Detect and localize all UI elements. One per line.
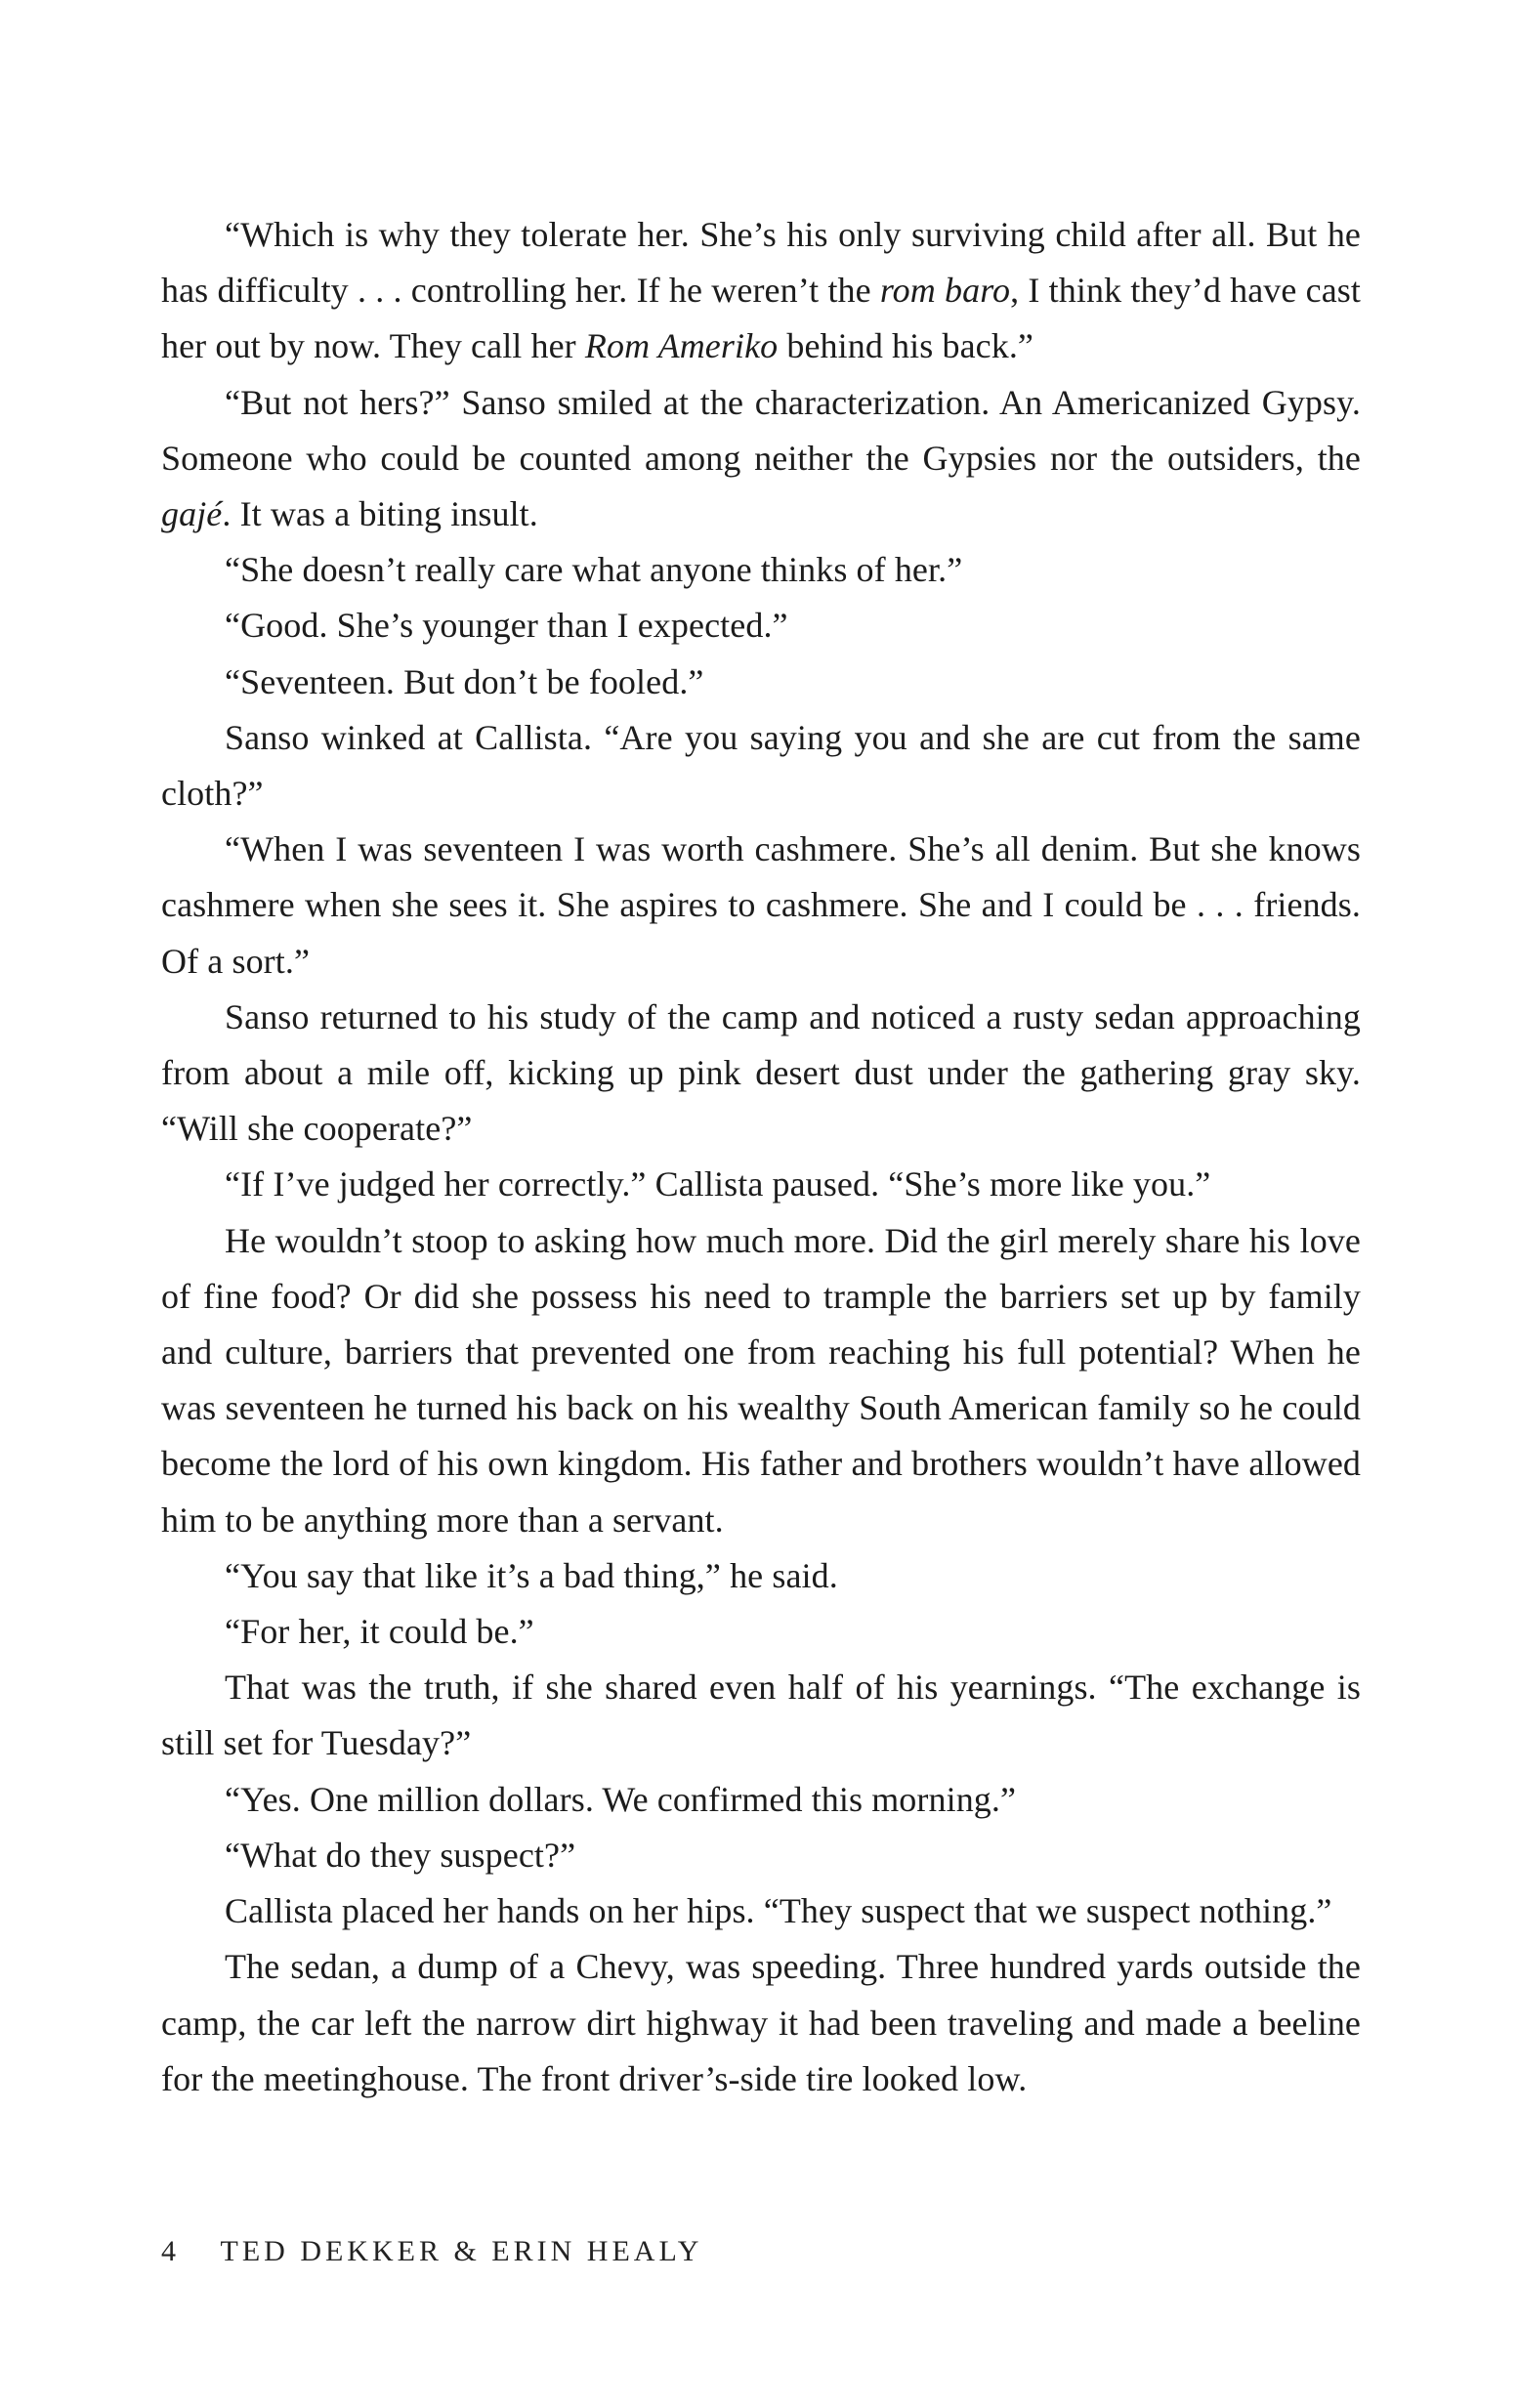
page-number: 4 (161, 2235, 180, 2267)
paragraph (161, 1660, 1361, 1771)
text-run: “You say that like it’s a bad thing,” he said. (225, 1555, 838, 1595)
text-run: “What do they suspect?” (225, 1835, 576, 1875)
text-run: behind his back.” (778, 326, 1034, 366)
text-run: That was the truth, if she shared even half of his yearnings. “The exchange is still set for Tuesday?” (161, 1668, 1361, 1763)
paragraph (161, 1157, 1361, 1212)
paragraph (161, 822, 1361, 990)
text-run: “Good. She’s younger than I expected.” (225, 606, 788, 646)
paragraph (161, 1604, 1361, 1660)
paragraph (161, 542, 1361, 598)
paragraph (161, 375, 1361, 543)
paragraph (161, 710, 1361, 822)
text-run: , I think they’d have cast her out by now. They call her (161, 271, 1361, 366)
text-run: Sanso winked at Callista. “Are you saying you and she are cut from the same cloth?” (161, 717, 1361, 814)
text-run: “She doesn’t really care what anyone thinks of her.” (225, 550, 963, 590)
italic-phrase: rom baro (879, 271, 1011, 311)
paragraph (161, 990, 1361, 1158)
paragraph (161, 1772, 1361, 1828)
text-run: The sedan, a dump of a Chevy, was speeding. Three hundred yards outside the camp, the car left the narrow dirt highway it had been traveling and made a beeline for the meetinghouse. The front driver’s-side tire looked low. (161, 1947, 1361, 2098)
page-footer (161, 2235, 702, 2268)
paragraph (161, 1548, 1361, 1604)
italic-phrase: gajé (161, 494, 223, 534)
paragraph (161, 598, 1361, 654)
paragraph (161, 655, 1361, 710)
running-head: TED DEKKER & ERIN HEALY (220, 2235, 703, 2267)
body-text (161, 207, 1361, 2107)
text-run: Callista placed her hands on her hips. “They suspect that we suspect nothing.” (225, 1891, 1332, 1931)
text-run: He wouldn’t stoop to asking how much more. Did the girl merely share his love of fine food? Or did she possess his need to trample the barriers set up by family and culture, barriers that prevented one from reaching his full potential? When he was seventeen he turned his back on his wealthy South American family so he could become the lord of his own kingdom. His father and brothers wouldn’t have allowed him to be anything more than a servant. (161, 1220, 1361, 1540)
paragraph (161, 1828, 1361, 1883)
paragraph (161, 1213, 1361, 1548)
paragraph (161, 1939, 1361, 2107)
italic-phrase: Rom Ameriko (584, 326, 779, 366)
paragraph (161, 207, 1361, 375)
text-run: . It was a biting insult. (222, 494, 538, 534)
text-run: “If I’ve judged her correctly.” Callista paused. “She’s more like you.” (225, 1164, 1211, 1204)
text-run: “Which is why they tolerate her. She’s his only surviving child after all. But he has difficulty . . . controlling her. If he weren’t the (161, 215, 1361, 311)
text-run: “For her, it could be.” (225, 1612, 534, 1652)
paragraph (161, 1883, 1361, 1939)
text-run: “Seventeen. But don’t be fooled.” (225, 661, 704, 701)
text-run: Sanso returned to his study of the camp and noticed a rusty sedan approaching from about a mile off, kicking up pink desert dust under the gathering gray sky. “Will she cooperate?” (161, 996, 1361, 1149)
text-run: “But not hers?” Sanso smiled at the characterization. An Americanized Gypsy. Someone who could be counted among neither the Gypsies nor the outsiders, the (161, 382, 1361, 478)
text-run: “When I was seventeen I was worth cashmere. She’s all denim. But she knows cashmere when she sees it. She aspires to cashmere. She and I could be . . . friends. Of a sort.” (161, 829, 1361, 981)
text-run: “Yes. One million dollars. We confirmed this morning.” (225, 1779, 1017, 1819)
